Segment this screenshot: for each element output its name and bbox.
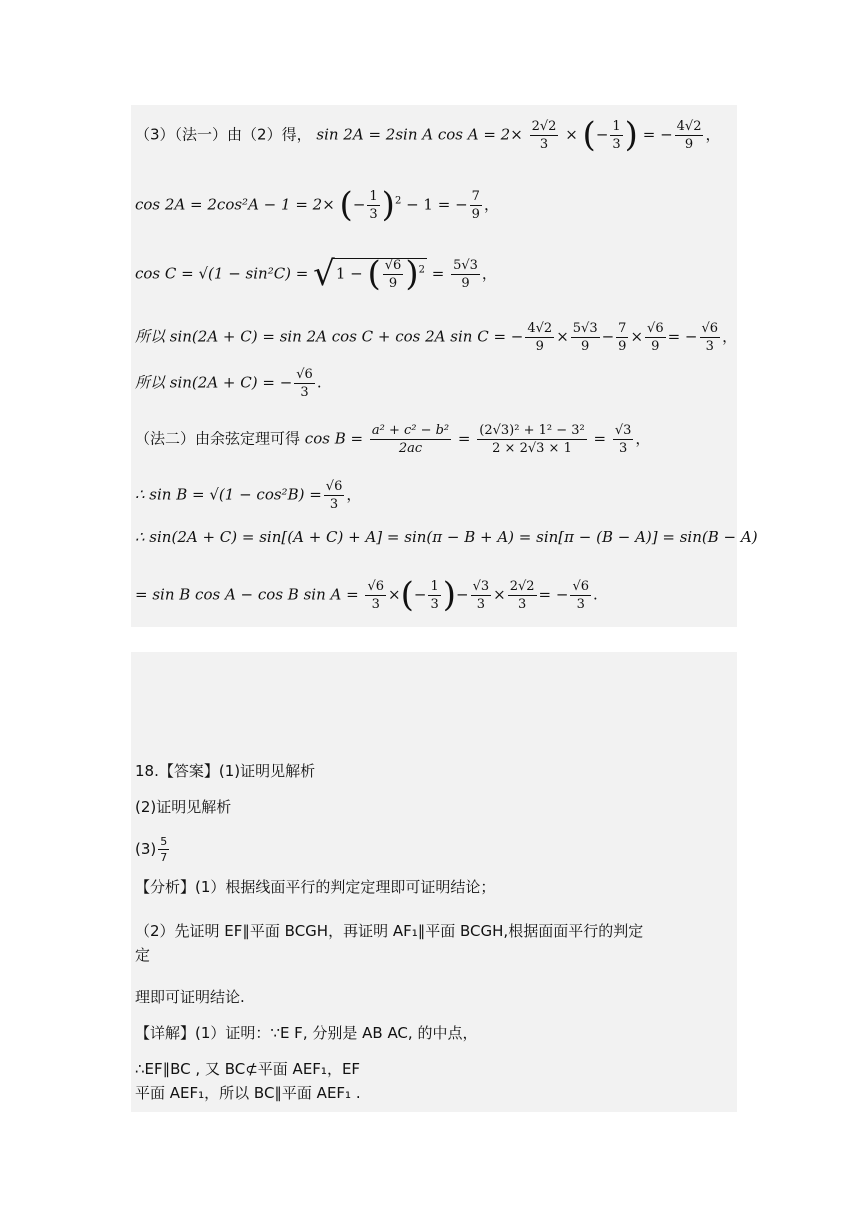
solution-panel-part3: [131, 105, 737, 627]
q18-analysis-2: （2）先证明 EF∥平面 BCGH，再证明 AF₁∥平面 BCGH,根据面面平行的判定: [135, 922, 644, 940]
method2-lead: （法二）由余弦定理可得: [135, 429, 301, 448]
line-sin-transform: ∴ sin(2A + C) = sin[(A + C) + A] = sin(π − B + A) = sin[π − (B − A)] = sin(B − A): [135, 528, 758, 546]
line-sin2a: （3）（法一）由（2）得， sin 2A = 2sin A cos A = 2× $\frac{2√2}{3}$ × (− $\frac{1}{3}$ ) = − $\frac{4√2}{9}$ ，: [135, 114, 721, 155]
sin2ac-expand: 所以 sin(2A + C) = sin 2A cos C + cos 2A sin C = −: [135, 327, 524, 346]
frac-cosine-law: $\frac{\text{a² + c² − b²}}{2ac}$: [371, 423, 450, 456]
frac-4sqrt2-9: $\frac{4√2}{9}$: [676, 119, 702, 152]
q18-answer-3: (3) $\frac{5}{7}$: [135, 835, 168, 864]
q18-analysis-2b: 定: [135, 946, 151, 964]
method1-lead: （3）（法一）由（2）得，: [135, 125, 312, 144]
line-method2-cosb: （法二）由余弦定理可得 cos B = $\frac{\text{a² + c² − b²}}{2ac}$ = $\frac{\text{(2√3)² + 1² − 3²}}{2 \times 2√3 \times 1}$ = $\frac{√3}{3}$ ，: [135, 423, 651, 456]
line-sin2ac-expand: 所以 sin(2A + C) = sin 2A cos C + cos 2A sin C = − $\frac{4√2}{9}$ × $\frac{5√3}{9}$ − $\frac{7}{9}$ × $\frac{√6}{9}$ = − $\frac{√6}{3}$ ，: [135, 321, 738, 354]
frac-1-3: $\frac{1}{3}$: [612, 119, 621, 152]
cosc-expr: cos C = √(1 − sin²C) =: [135, 264, 309, 283]
line-final: = sin B cos A − cos B sin A = $\frac{√6}{3}$ ×(− $\frac{1}{3}$ )− $\frac{√3}{3}$ × $\frac{2√2}{3}$ = − $\frac{√6}{3}$ .: [135, 574, 598, 615]
line-sinb: ∴ sin B = √(1 − cos²B) = $\frac{√6}{3}$ ，: [135, 479, 362, 512]
line-cos2a: cos 2A = 2cos²A − 1 = 2× (− $\frac{1}{3}$ )$^2$ − 1 = − $\frac{7}{9}$ ，: [135, 184, 499, 225]
q18-analysis-1: 【分析】(1）根据线面平行的判定定理即可证明结论；: [135, 878, 496, 896]
frac-5sqrt3-9: $\frac{5√3}{9}$: [453, 258, 478, 291]
line-sin2ac-result: 所以 sin(2A + C) = − $\frac{√6}{3}$ .: [135, 367, 322, 400]
frac-7-9: $\frac{7}{9}$: [471, 189, 480, 222]
q18-detail-3: 平面 AEF₁，所以 BC∥平面 AEF₁ .: [135, 1084, 361, 1102]
cos2a-expr: cos 2A = 2cos²A − 1 = 2×: [135, 195, 335, 214]
frac-5-7: $\frac{5}{7}$: [160, 835, 168, 864]
frac-cosine-values: $\frac{\text{(2√3)² + 1² − 3²}}{2 \times 2√3 \times 1}$: [479, 423, 585, 456]
q18-detail-1: 【详解】(1）证明：∵E F, 分别是 AB AC, 的中点，: [135, 1024, 478, 1042]
q18-answer: 18.【答案】(1)证明见解析: [135, 762, 316, 780]
frac-2sqrt2-3: $\frac{2√2}{3}$: [531, 119, 557, 152]
q18-analysis-3: 理即可证明结论.: [135, 988, 245, 1006]
q18-detail-2: ∴EF∥BC , 又 BC⊄平面 AEF₁，EF: [135, 1060, 361, 1078]
q18-answer-2: (2)证明见解析: [135, 798, 232, 816]
sin2a-expr: sin 2A = 2sin A cos A = 2×: [316, 125, 523, 144]
line-cosc: cos C = √(1 − sin²C) = √1 − ( $\frac{√6}{9}$ )$^2$ = $\frac{5√3}{9}$ ，: [135, 253, 497, 294]
sin2ac-result: 所以 sin(2A + C) = −: [135, 373, 293, 392]
